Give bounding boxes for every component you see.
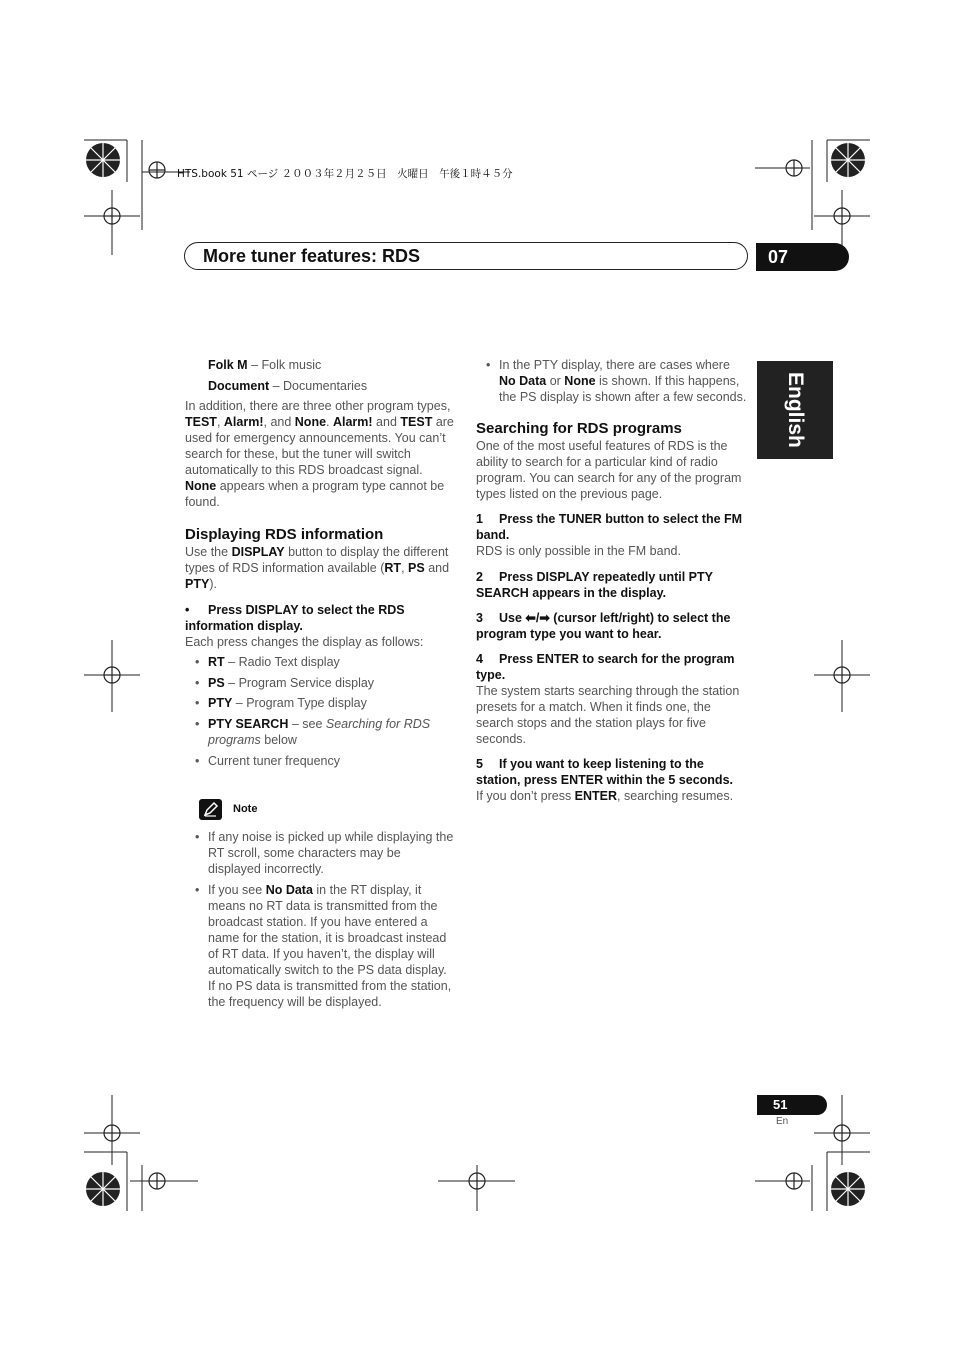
intro-paragraph: In addition, there are three other program types, TEST, Alarm!, and None. Alarm! and TEST are used for emergency announcements. You can’t search for these, but the tuner will switch automatically to this RDS broadcast signal. None appears when a program type cannot be found. (185, 399, 454, 509)
step-desc: The system starts searching through the station presets for a match. When it finds one, the search stops and the station plays for five seconds. (476, 684, 740, 746)
list-item: • PTY – Program Type display (185, 695, 455, 711)
instruction-step: • Press DISPLAY to select the RDS information display. (185, 603, 405, 633)
list-item: • Current tuner frequency (185, 753, 455, 769)
body-paragraph: Use the DISPLAY button to display the different types of RDS information available (RT, PS and PTY). (185, 545, 450, 591)
note-pencil-icon (199, 799, 222, 820)
instruction-step: 3 Use ⬅/➡ (cursor left/right) to select the program type you want to hear. (476, 611, 731, 641)
print-file-info: HTS.book 51 ページ ２００３年２月２５日 火曜日 午後１時４５分 (177, 168, 513, 180)
list-item: • In the PTY display, there are cases where No Data or None is shown. If this happens, the PS display is shown after a few seconds. (476, 357, 748, 405)
body-paragraph: Each press changes the display as follows: (185, 635, 424, 649)
language-tab-label: English (784, 372, 807, 448)
chapter-number: 07 (768, 247, 789, 267)
note-label: Note (233, 803, 258, 815)
note-list (185, 829, 455, 1010)
step-desc: If you don’t press ENTER, searching resumes. (476, 789, 734, 803)
body-paragraph: One of the most useful features of RDS is the ability to search for a particular kind of radio program. You can search for any of the program types listed on the previous page. (476, 439, 742, 501)
list-item: Folk M – Folk music (208, 358, 322, 372)
list-item: • PTY SEARCH – see Searching for RDS programs below (185, 716, 455, 748)
page-number: 51 (773, 1097, 788, 1112)
left-column (185, 357, 455, 769)
instruction-step: 5 If you want to keep listening to the station, press ENTER within the 5 seconds. (476, 757, 733, 787)
step-desc: RDS is only possible in the FM band. (476, 544, 681, 558)
page-number-badge (757, 1095, 827, 1115)
list-item: Document – Documentaries (208, 379, 368, 393)
page-language: En (776, 1116, 789, 1127)
instruction-step: 2 Press DISPLAY repeatedly until PTY SEARCH appears in the display. (476, 570, 713, 600)
instruction-step: 1 Press the TUNER button to select the FM band. (476, 512, 743, 542)
right-column (476, 357, 748, 804)
section-heading: Displaying RDS information (185, 526, 384, 543)
list-item: • RT – Radio Text display (185, 654, 455, 670)
section-heading: Searching for RDS programs (476, 420, 682, 437)
instruction-step: 4 Press ENTER to search for the program type. (476, 652, 735, 682)
note-item: • If you see No Data in the RT display, it means no RT data is transmitted from the broadcast station. If you have entered a name for the station, it is broadcast instead of RT data. If you haven’t, the display will automatically switch to the PS data display. If no PS data is transmitted from the station, the frequency will be displayed. (185, 882, 455, 1010)
page-title: More tuner features: RDS (203, 246, 421, 266)
list-item: • PS – Program Service display (185, 675, 455, 691)
note-item: • If any noise is picked up while displaying the RT scroll, some characters may be displayed incorrectly. (185, 829, 455, 877)
